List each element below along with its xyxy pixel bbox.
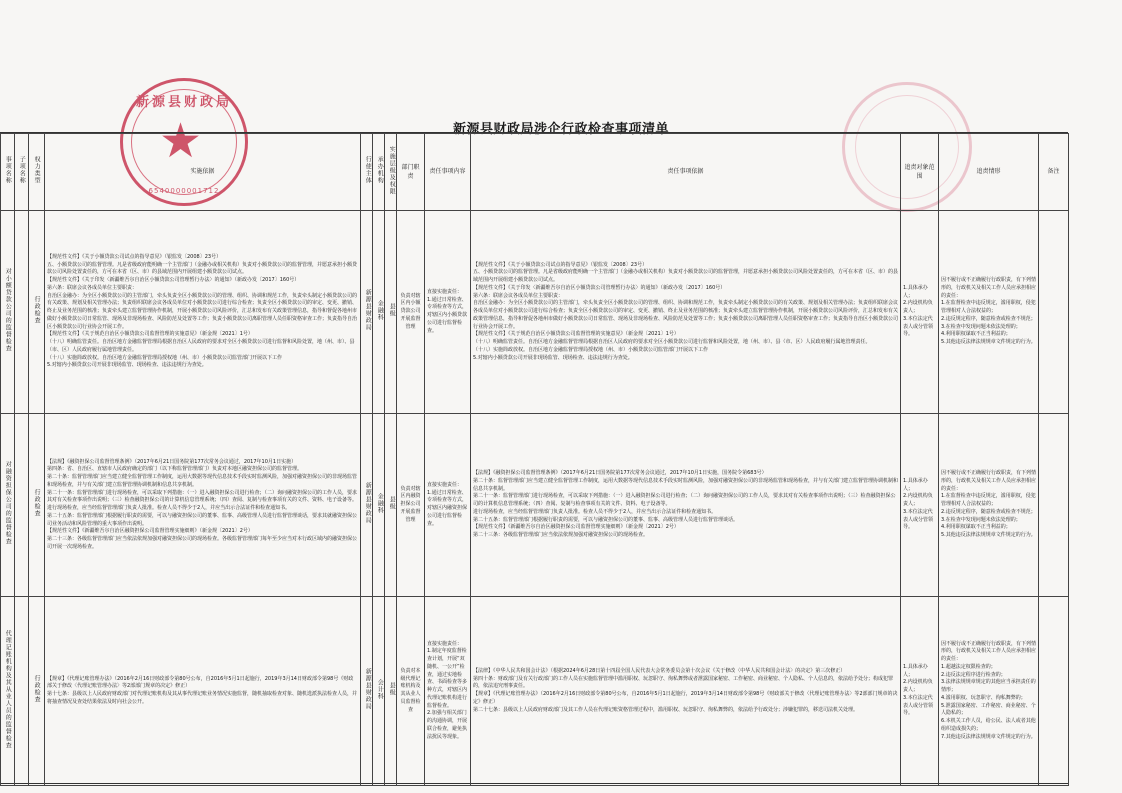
cell-power-type: 行政检查 — [29, 597, 45, 786]
cell-note — [1039, 414, 1069, 597]
cell-content: 直接实施责任： 1.制定年度监督检查计划，开展“双随机、一公开”检查，通过实地检查、书面检查等多种方式，对辖区内代理记账机构进行监督检查。 2.加强与相关部门的沟通协调，开展联合检查，避免执法扰民等现象。 — [425, 597, 471, 786]
cell-level: 县级 — [385, 211, 397, 414]
cell-note — [1039, 597, 1069, 786]
header-power-type: 权力类型 — [29, 134, 45, 211]
table-row — [1, 211, 1069, 414]
cell-org: 金融科 — [373, 414, 385, 597]
cell-target: 1.具体承办人； 2.内设机构负责人； 3.本位法定代表人或分管领导。 — [901, 211, 939, 414]
seal-code: 6540000001712 — [148, 187, 220, 195]
cell-resp-basis: 【规范性文件】《关于小额贷款公司试点的指导意见》（银监发〔2008〕23号） 五、小额贷款公司的监督管理。凡是省级政府能明确一个主管部门（金融办或相关机构）负责对小额贷款公司的监督管理，并愿意承担小额贷款公司风险处置责任的，方可在本省（区、市）的县域范围内开展组建小额贷款公司试点。 【规范性文件】《关于印发〈新疆维吾尔自治区小额贷款公司管理暂行办法〉的通知》（新政办发〔2017〕160号） 第六条：联席会议各成员单位主要职责： 自治区金融办：为全区小额贷款公司的主管部门，牵头负责全区小额贷款公司的管理、组织、协调和规范工作，负责牵头制定小额贷款公司的有关政策、规划及相关管理办法；负责组织联席会议各成员单位对小额贷款公司进行综合检查；负责全区小额贷款公司的审定、变更、撤销、终止及业务范围的核准；负责牵头建立监督管理协作机制，开展小额贷款公司风险评价，汇总和发布有关政策管理信息，指导和督促各地州市做好小额贷款公司日常监管、现场及非现场检查、风险防范及处置等工作；负责小额贷款公司离职管理人员任职资格审查工作；负责指导自治区小额贷款公司行业协会开展工作。 【规范性文件】《关于规范自治区小额贷款公司监督管理的实施意见》（新金规〔2021〕1号） （十八）明确监管责任。自治区地方金融监督管理局根据自治区人民政府的要求对全区小额贷款公司进行监督和风险处置，地（州、市）、县（市、区）人民政府履行属地管理责任。 （十八）实施简政放权。自治区地方金融监督管理局授权地（州、市）小额贷款公司监管部门开展以下工作 5.对辖内小额贷款公司开展非现场监管、现场检查、违法违规行为查处。 — [471, 211, 901, 414]
cell-content: 直接实施责任： 1.通过日常检查、专项检查等方式，对辖区内小额贷款公司进行监督检查。 — [425, 211, 471, 414]
cell-basis: 【规范性文件】《关于小额贷款公司试点的指导意见》（银监发〔2008〕23号） 五、小额贷款公司的监督管理。凡是省级政府能明确一个主管部门（金融办或相关机构）负责对小额贷款公司的监督管理，并愿意承担小额贷款公司风险处置责任的，方可在本省（区、市）的县域范围内开展组建小额贷款公司试点。 【规范性文件】《关于印发〈新疆维吾尔自治区小额贷款公司管理暂行办法〉的通知》（新政办发〔2017〕160号） 第六条：联席会议各成员单位主要职责： 自治区金融办：为全区小额贷款公司的主管部门，牵头负责全区小额贷款公司的管理、组织、协调和规范工作，负责牵头制定小额贷款公司的有关政策、规划及相关管理办法；负责组织联席会议各成员单位对小额贷款公司进行综合检查；负责全区小额贷款公司的审定、变更、撤销、终止及业务范围的核准；负责牵头建立监督管理协作机制，开展小额贷款公司风险评价，汇总和发布有关政策管理信息，指导和督促各地州市做好小额贷款公司日常监管、现场及非现场检查、风险防范及处置等工作；负责小额贷款公司离职管理人员任职资格审查工作；负责指导自治区小额贷款公司行业协会开展工作。 【规范性文件】《关于规范自治区小额贷款公司监督管理的实施意见》（新金规〔2021〕1号） （十八）明确监管责任。自治区地方金融监督管理局根据自治区人民政府的要求对全区小额贷款公司进行监督和风险处置，地（州、市）、县（市、区）人民政府履行属地管理责任。 （十八）实施简政放权。自治区地方金融监督管理局授权地（州、市）小额贷款公司监管部门开展以下工作 5.对辖内小额贷款公司开展非现场监管、现场检查、违法违规行为查处。 — [45, 211, 361, 414]
cell-basis: 【法规】《融资担保公司监督管理条例》（2017年6月21日国务院第177次常务会议通过，2017年10月1日实施） 第四条：省、自治区、直辖市人民政府确定的部门（以下称监督管理部门）负责对本地区融资担保公司的监督管理。 第二十条：监督管理部门应当建立健全监督管理工作制度，运用大数据等现代信息技术手段实时监测风险，加强对融资担保公司的非现场监管和现场检查，并与有关部门建立监督管理协调机制和信息共享机制。 第二十一条：监督管理部门进行现场检查，可以采取下列措施：（一）进入融资担保公司进行检查；（二）询问融资担保公司的工作人员，要求其对有关检查事项作出说明；（三）检查融资担保公司的计算机信息管理系统；（四）查阅、复制与检查事项有关的文件、资料、电子设备等。 进行现场检查，应当经监督管理部门负责人批准。检查人员不得少于2人，并应当出示合法证件和检查通知书。 第二十五条：监督管理部门根据履行职责的需要，可以与融资担保公司的董事、监事、高级管理人员进行监督管理谈话，要求其就融资担保公司业务活动和风险管理的重大事项作出说明。 【规范性文件】《新疆维吾尔自治区融资担保公司监督管理实施细则》（新金规〔2021〕2号） 第二十三条：各级监督管理部门应当依法依规加强对融资担保公司的现场检查。各级监督管理部门每年至少应当对本行政区域内的融资担保公司开展一次现场检查。 — [45, 414, 361, 597]
header-subject: 行使主体 — [361, 134, 373, 211]
matter-table — [0, 133, 1069, 786]
cell-level: 县级 — [385, 414, 397, 597]
cell-note — [1039, 211, 1069, 414]
cell-matter-name: 对融资担保公司的监督检查 — [1, 414, 15, 597]
cell-resp-basis: 【法规】《融资担保公司监督管理条例》（2017年6月21日国务院第177次常务会议通过，2017年10月1日实施，国务院令第683号） 第二十条：监督管理部门应当建立健全监督管理工作制度，运用大数据等现代信息技术手段实时监测风险，加强对融资担保公司的非现场监管和现场检查，并与有关部门建立监督管理协调机制和信息共享机制。 第二十一条：监督管理部门进行现场检查，可以采取下列措施：（一）进入融资担保公司进行检查；（二）询问融资担保公司的工作人员，要求其对有关检查事项作出说明；（三）检查融资担保公司的计算机信息管理系统；（四）查阅、复制与检查事项有关的文件、资料、电子设备等。 进行现场检查，应当经监督管理部门负责人批准。检查人员不得少于2人，并应当出示合法证件和检查通知书。 第二十五条：监督管理部门根据履行职责的需要，可以与融资担保公司的董事、监事、高级管理人员进行监督管理谈话。 【规范性文件】《新疆维吾尔自治区融资担保公司监督管理实施细则》（新金规〔2021〕2号） 第二十三条：各级监督管理部门应当依法依规加强对融资担保公司的现场检查。 — [471, 414, 901, 597]
matter-table-wrap — [0, 132, 1068, 784]
table-row — [1, 414, 1069, 597]
cell-matter-name: 代理记账机构及其从业人员的监督检查 — [1, 597, 15, 786]
header-resp-basis: 责任事项依据 — [471, 134, 901, 211]
header-content: 责任事项内容 — [425, 134, 471, 211]
cell-target: 1.具体承办人； 2.内设机构负责人； 3.本位法定代表人或分管领导。 — [901, 597, 939, 786]
header-target: 追责对象范围 — [901, 134, 939, 211]
cell-basis: 【规章】《代理记账管理办法》（2016年2月16日财政部令第80号公布，自2016年5月1日起施行，2019年3月14日财政部令第98号《财政部关于修改〈代理记账管理办法〉等2部部门规章的决定》修正） 第十七条：县级以上人民政府财政部门对代理记账机构及其从事代理记账业务情况实施监督，随机抽取检查对象、随机选派执法检查人员，并将抽查情况及查处结果依法及时向社会公开。 — [45, 597, 361, 786]
cell-subject: 新源县财政局 — [361, 211, 373, 414]
cell-duty: 负责对辖区内融资担保公司开展监督管理 — [397, 414, 425, 597]
cell-situation: 因不履行或不正确履行行政职责，有下列情形的，行政机关及相关工作人员应承担相应的责任： 1.在监督检查中违反规定，滥用职权，侵犯管理相对人合法权益的； 2.违反规定程序，随意检查或检查不规范； 3.在检查中发现问题未依法处理的； 4.利用职权谋取不正当利益的； 5.其他违反法律法规规章文件规定的行为。 — [939, 414, 1039, 597]
cell-duty: 负责对辖区内小额贷款公司开展监督管理 — [397, 211, 425, 414]
cell-org: 会计科 — [373, 597, 385, 786]
cell-duty: 负责对本级代理记账机构及其从业人员监督检查 — [397, 597, 425, 786]
cell-power-type: 行政检查 — [29, 414, 45, 597]
cell-situation: 因不履行或不正确履行行政职责，有下列情形的，行政机关及相关工作人员应承担相应的责任： 1.超越法定权限检查的； 2.违反法定程序进行检查的； 3.法律法规规章规定的其他应当承担责任的情形； 4.滥用职权、玩忽职守、徇私舞弊的； 5.泄露国家秘密、工作秘密、商业秘密、个人隐私的； 6.本机关工作人员，给公民、法人或者其他组织造成损失的； 7.其他违反法律法规规章文件规定的行为。 — [939, 597, 1039, 786]
table-header-row — [1, 134, 1069, 211]
header-org: 承办机构 — [373, 134, 385, 211]
header-basis: 实施依据 — [45, 134, 361, 211]
cell-resp-basis: 【法律】《中华人民共和国会计法》（根据2024年6月28日第十四届全国人民代表大会常务委员会第十次会议《关于修改〈中华人民共和国会计法〉的决定》第三次修正） 第四十条：财政部门及有关行政部门的工作人员在实施监督管理中滥用职权、玩忽职守、徇私舞弊或者泄露国家秘密、工作秘密、商业秘密、个人隐私、个人信息的，依法给予处分；构成犯罪的，依法追究刑事责任。 【规章】《代理记账管理办法》（2016年2月16日财政部令第80号公布，自2016年5月1日起施行，2019年3月14日财政部令第98号《财政部关于修改〈代理记账管理办法〉等2部部门规章的决定》修正） 第二十七条：县级以上人民政府财政部门及其工作人员在代理记账资格管理过程中，滥用职权、玩忽职守、徇私舞弊的，依法给予行政处分；涉嫌犯罪的，移送司法机关处理。 — [471, 597, 901, 786]
seal-arc-text: 新源县财政局 — [135, 95, 232, 110]
cell-power-type: 行政检查 — [29, 211, 45, 414]
cell-target: 1.具体承办人； 2.内设机构负责人； 3.本位法定代表人或分管领导。 — [901, 414, 939, 597]
cell-subject: 新源县财政局 — [361, 597, 373, 786]
table-row — [1, 597, 1069, 786]
header-level: 实施层级及权限 — [385, 134, 397, 211]
cell-subject: 新源县财政局 — [361, 414, 373, 597]
cell-matter-name: 对小额贷款公司的监督检查 — [1, 211, 15, 414]
cell-situation: 因不履行或不正确履行行政职责，有下列情形的，行政机关及相关工作人员应承担相应的责任： 1.在监督检查中违反规定，滥用职权，侵犯管理相对人合法权益的； 2.违反规定程序，随意检查或检查不规范； 3.在检查中发现问题未依法处理的； 4.利用职权谋取不正当利益的； 5.其他违反法律法规规章文件规定的行为。 — [939, 211, 1039, 414]
cell-sub-name — [15, 597, 29, 786]
header-matter-name: 事项名称 — [1, 134, 15, 211]
seal-star-icon: ★ — [159, 113, 203, 169]
header-sub-name: 子项名称 — [15, 134, 29, 211]
cell-level: 县级 — [385, 597, 397, 786]
document-title: 新源县财政局涉企行政检查事项清单 — [452, 122, 669, 137]
cell-sub-name — [15, 414, 29, 597]
cell-org: 金融科 — [373, 211, 385, 414]
cell-content: 直接实施责任： 1.通过日常检查、专项检查等方式，对辖区内融资担保公司进行监督检查。 — [425, 414, 471, 597]
header-duty: 部门职责 — [397, 134, 425, 211]
header-note: 备注 — [1039, 134, 1069, 211]
header-situation: 追责情形 — [939, 134, 1039, 211]
cell-sub-name — [15, 211, 29, 414]
